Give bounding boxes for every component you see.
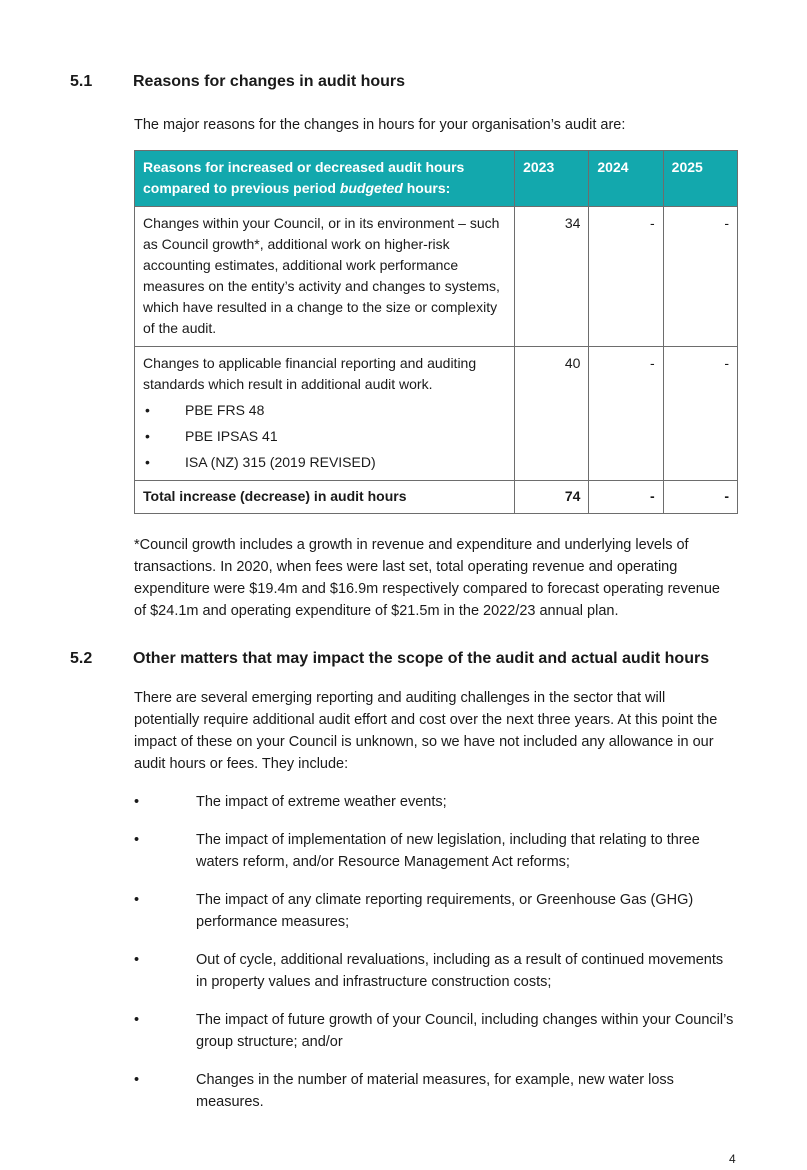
- section-title: Reasons for changes in audit hours: [133, 73, 406, 90]
- section-5-2-paragraph: There are several emerging reporting and auditing challenges in the sector that will potentially require additional audit effort and cost over the next three years. At this point the impact of these on your Council is unknown, so we have not included any allowance in our audit hours or fees. They include:: [134, 690, 718, 772]
- total-label: Total increase (decrease) in audit hours: [135, 481, 515, 514]
- section-5-2-heading: [70, 648, 709, 670]
- row-reason: Changes within your Council, or in its environment – such as Council growth*, additional work on higher-risk accounting estimates, additional work performance measures on the entity’s activity and changes to systems, which have resulted in a change to the size or complexity of the audit.: [135, 207, 515, 347]
- total-2023: 74: [515, 481, 589, 514]
- header-2024: 2024: [589, 151, 663, 207]
- section-number: 5.1: [70, 73, 93, 90]
- section-number: 5.2: [70, 650, 93, 667]
- section-title: Other matters that may impact the scope of the audit and actual audit hours: [133, 650, 710, 667]
- cell-2023: 40: [515, 347, 589, 481]
- list-item: • ISA (NZ) 315 (2019 REVISED): [143, 452, 506, 473]
- cell-2023: 34: [515, 207, 589, 347]
- header-2025: 2025: [663, 151, 737, 207]
- header-2023: 2023: [515, 151, 589, 207]
- list-item: • The impact of implementation of new legislation, including that relating to three waters reform, and/or Resource Management Act reforms;: [134, 829, 734, 873]
- council-growth-footnote: *Council growth includes a growth in revenue and expenditure and underlying levels of transactions. In 2020, when fees were last set, total operating revenue and operating expenditure were $19.4m and $16.9m respectively compared to forecast operating revenue of $24.1m and operating expenditure of $21.5m in the 2022/23 annual plan.: [134, 537, 720, 619]
- cell-2025: -: [663, 347, 737, 481]
- table-row: [135, 207, 738, 347]
- header-reason: Reasons for increased or decreased audit hours compared to previous period budgeted hours:: [135, 151, 515, 207]
- cell-2024: -: [589, 347, 663, 481]
- table-row: [135, 347, 738, 481]
- page-number: 4: [729, 1152, 736, 1166]
- cell-2025: -: [663, 207, 737, 347]
- row-reason: Changes to applicable financial reporting and auditing standards which result in additional audit work. • PBE FRS 48 • PBE IPSAS 41 • ISA (NZ) 315 (2019 REVISED): [135, 347, 515, 481]
- intro-paragraph: The major reasons for the changes in hours for your organisation’s audit are:: [134, 117, 626, 133]
- table-header-row: [135, 151, 738, 207]
- list-item: • The impact of future growth of your Council, including changes within your Council’s group structure; and/or: [134, 1009, 734, 1053]
- section-5-1-heading: [70, 71, 405, 93]
- total-row: [135, 481, 738, 514]
- challenges-list: [134, 791, 734, 1129]
- standards-list: [143, 400, 506, 473]
- total-2024: -: [589, 481, 663, 514]
- list-item: • Changes in the number of material measures, for example, new water loss measures.: [134, 1069, 734, 1113]
- total-2025: -: [663, 481, 737, 514]
- list-item: • PBE IPSAS 41: [143, 426, 506, 447]
- list-item: • PBE FRS 48: [143, 400, 506, 421]
- list-item: • The impact of any climate reporting requirements, or Greenhouse Gas (GHG) performance measures;: [134, 889, 734, 933]
- cell-2024: -: [589, 207, 663, 347]
- list-item: • The impact of extreme weather events;: [134, 791, 734, 813]
- list-item: • Out of cycle, additional revaluations, including as a result of continued movements in property values and infrastructure construction costs;: [134, 949, 734, 993]
- audit-hours-table: [134, 150, 738, 514]
